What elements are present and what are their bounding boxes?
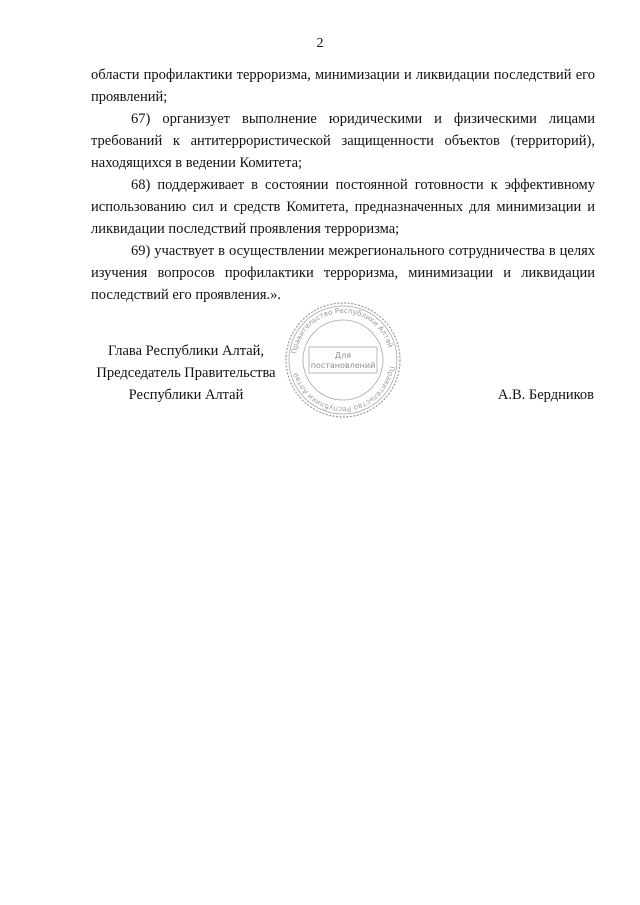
- stamp-outer-text-repeat: Правительство Республики Алтай: [290, 365, 397, 415]
- stamp-center-text-1: Для: [334, 351, 352, 360]
- signatory-title-line-3: Республики Алтай: [128, 387, 244, 403]
- signatory-title: [91, 340, 281, 406]
- document-body: [91, 64, 595, 306]
- signatory-name: А.В. Бердников: [497, 387, 594, 403]
- signatory-title-line-2: Председатель Правительства: [96, 365, 276, 381]
- stamp-center-text-2: постановлений: [310, 361, 376, 370]
- paragraph-item-69: 69) участвует в осуществлении межрегионального сотрудничества в целях изучения вопросов профилактики терроризма, минимизации и ликвидации последствий его проявления.».: [91, 243, 595, 303]
- official-seal-stamp: [283, 300, 403, 420]
- page-number: 2: [316, 36, 324, 51]
- stamp-outer-text: Правительство Республики Алтай: [289, 305, 396, 355]
- paragraph-item-67: 67) организует выполнение юридическими и физическими лицами требований к антитеррористической защищенности объектов (территорий), находящихся в ведении Комитета;: [91, 111, 595, 171]
- signatory-title-line-1: Глава Республики Алтай,: [107, 343, 265, 359]
- paragraph-item-68: 68) поддерживает в состоянии постоянной готовности к эффективному использованию сил и средств Комитета, предназначенных для минимизации и ликвидации последствий проявления терроризма;: [91, 177, 595, 237]
- paragraph-continuation: области профилактики терроризма, минимизации и ликвидации последствий его проявлений;: [91, 67, 595, 105]
